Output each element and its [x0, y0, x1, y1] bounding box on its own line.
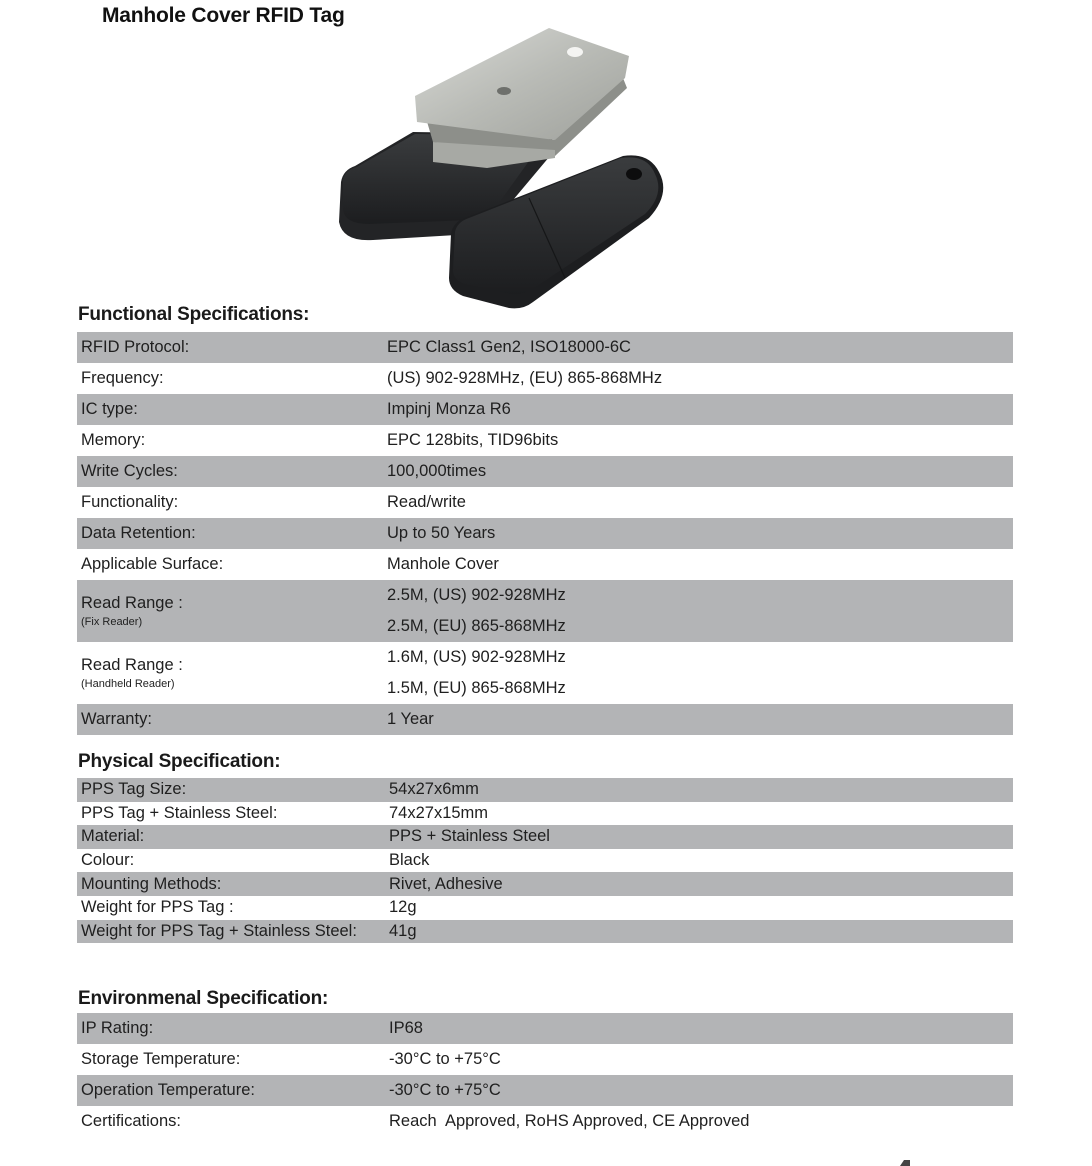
table-row-operation-temperature [77, 1075, 1013, 1106]
row-label: Mounting Methods: [81, 874, 222, 893]
row-label: Memory: [81, 431, 146, 449]
row-label: Storage Temperature: [81, 1050, 241, 1068]
row-value: Read/write [387, 493, 466, 511]
row-label: Colour: [81, 851, 135, 870]
row-label: Applicable Surface: [81, 555, 224, 573]
row-label [77, 642, 387, 704]
read-range-us: 1.6M, (US) 902-928MHz [387, 648, 566, 666]
table-row-rfid-protocol [77, 332, 1013, 363]
table-row-ic-type [77, 394, 1013, 425]
table-row-material [77, 825, 1013, 849]
row-label: IC type: [81, 400, 138, 418]
row-value: IP68 [389, 1019, 423, 1037]
table-row-memory [77, 425, 1013, 456]
table-row-ip-rating [77, 1013, 1013, 1044]
reader-type-sublabel: (Fix Reader) [81, 616, 143, 628]
row-label: Weight for PPS Tag : [81, 898, 234, 917]
read-range-eu: 1.5M, (EU) 865-868MHz [387, 679, 566, 697]
row-value: (US) 902-928MHz, (EU) 865-868MHz [387, 369, 663, 387]
row-value: Black [389, 851, 430, 870]
table-row-colour [77, 849, 1013, 873]
environmental-specification-table [77, 1013, 1013, 1137]
table-row-read-range-handheld [77, 642, 1013, 704]
row-value: 41g [389, 921, 417, 940]
row-value: Manhole Cover [387, 555, 499, 573]
row-value: Reach Approved, RoHS Approved, CE Approved [389, 1112, 750, 1130]
row-value: 74x27x15mm [389, 803, 489, 822]
row-value: EPC 128bits, TID96bits [387, 431, 559, 449]
row-value: 54x27x6mm [389, 780, 479, 799]
physical-specification-table [77, 778, 1013, 943]
row-label: Certifications: [81, 1112, 181, 1130]
rfid-tag-photo-icon [333, 22, 683, 310]
table-row-weight-pps-tag-steel [77, 920, 1013, 944]
table-row-read-range-fix [77, 580, 1013, 642]
table-row-mounting-methods [77, 872, 1013, 896]
row-label: Write Cycles: [81, 462, 178, 480]
row-value: Impinj Monza R6 [387, 400, 511, 418]
row-label: Operation Temperature: [81, 1081, 255, 1099]
table-row-certifications [77, 1106, 1013, 1137]
document-title: Manhole Cover RFID Tag [102, 4, 345, 27]
row-label: PPS Tag Size: [81, 780, 187, 799]
row-value: -30°C to +75°C [389, 1081, 501, 1099]
row-label: Weight for PPS Tag + Stainless Steel: [81, 921, 357, 940]
row-label: Material: [81, 827, 145, 846]
row-value: PPS + Stainless Steel [389, 827, 550, 846]
reader-type-sublabel: (Handheld Reader) [81, 678, 175, 690]
read-range-label: Read Range : [81, 656, 183, 674]
read-range-eu: 2.5M, (EU) 865-868MHz [387, 617, 566, 635]
row-value [387, 580, 1013, 642]
table-row-applicable-surface [77, 549, 1013, 580]
row-label: Data Retention: [81, 524, 196, 542]
functional-specifications-heading: Functional Specifications: [78, 304, 310, 325]
row-label: Frequency: [81, 369, 164, 387]
table-row-write-cycles [77, 456, 1013, 487]
row-label: PPS Tag + Stainless Steel: [81, 803, 278, 822]
page-number-fragment [900, 1160, 910, 1166]
row-value: EPC Class1 Gen2, ISO18000-6C [387, 338, 631, 356]
row-value: Up to 50 Years [387, 524, 496, 542]
table-row-pps-tag-steel-size [77, 802, 1013, 826]
table-row-warranty [77, 704, 1013, 735]
row-label: IP Rating: [81, 1019, 154, 1037]
read-range-us: 2.5M, (US) 902-928MHz [387, 586, 566, 604]
product-photo [333, 22, 683, 310]
functional-specifications-table [77, 332, 1013, 735]
row-value: Rivet, Adhesive [389, 874, 503, 893]
row-value [387, 642, 1013, 704]
table-row-frequency [77, 363, 1013, 394]
row-value: 1 Year [387, 710, 434, 728]
row-value: 12g [389, 898, 417, 917]
table-row-pps-tag-size [77, 778, 1013, 802]
row-label: Functionality: [81, 493, 179, 511]
read-range-label: Read Range : [81, 594, 183, 612]
row-label: RFID Protocol: [81, 338, 190, 356]
table-row-weight-pps-tag [77, 896, 1013, 920]
row-label [77, 580, 387, 642]
physical-specification-heading: Physical Specification: [78, 751, 281, 772]
row-label: Warranty: [81, 710, 152, 728]
table-row-data-retention [77, 518, 1013, 549]
environmental-specification-heading: Environmenal Specification: [78, 988, 329, 1009]
table-row-functionality [77, 487, 1013, 518]
row-value: -30°C to +75°C [389, 1050, 501, 1068]
table-row-storage-temperature [77, 1044, 1013, 1075]
row-value: 100,000times [387, 462, 487, 480]
